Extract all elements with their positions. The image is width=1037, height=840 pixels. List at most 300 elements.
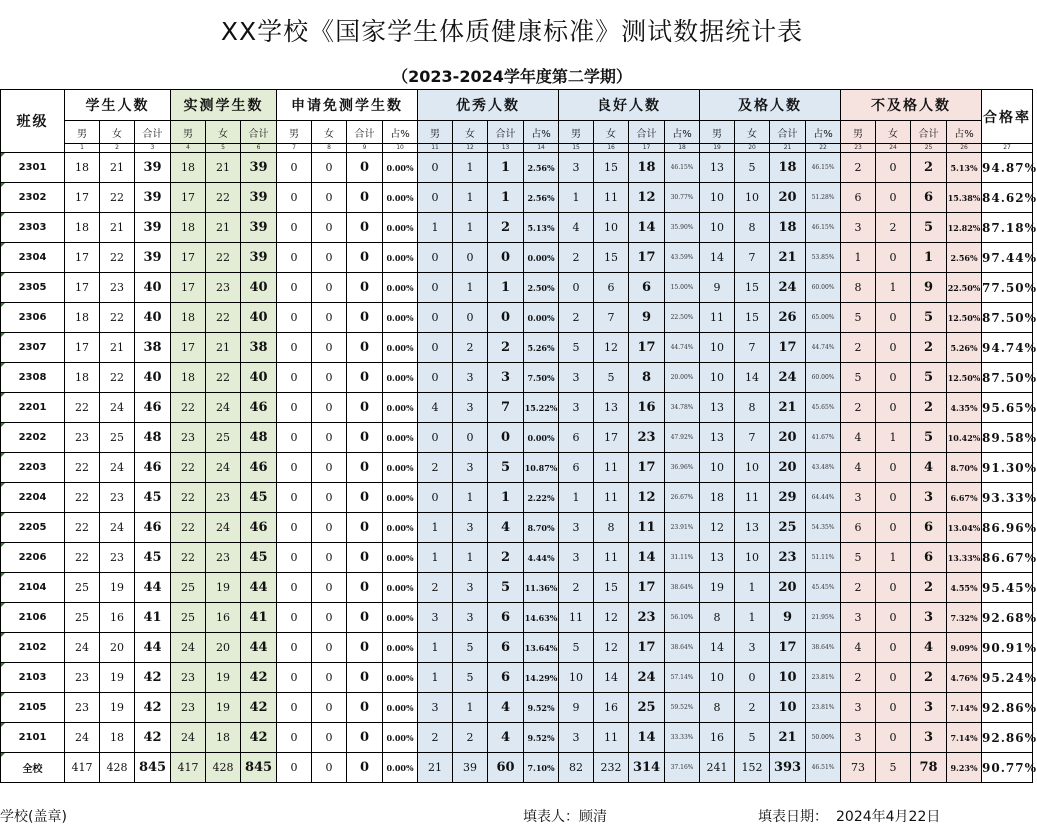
data-cell: 11 [594,543,629,573]
data-cell: 24 [770,363,806,393]
pass-rate-cell: 84.62% [982,183,1033,213]
data-cell: 7.32% [947,603,982,633]
class-cell: 2303 [1,213,65,243]
sub-header-total: 合计 [241,121,277,144]
data-cell: 0 [876,153,911,183]
data-cell: 0 [876,453,911,483]
data-cell: 22 [100,303,135,333]
data-cell: 0 [312,453,347,483]
data-cell: 22 [65,543,100,573]
column-number: 15 [559,144,594,153]
sub-header-pct: 占% [524,121,559,144]
data-cell: 1 [418,513,453,543]
data-cell: 36.96% [665,453,700,483]
data-cell: 15 [735,303,770,333]
table-row [1,213,1033,243]
data-cell: 1 [841,243,876,273]
data-cell: 18 [700,483,735,513]
data-cell: 5 [841,543,876,573]
data-cell: 1 [418,543,453,573]
data-cell: 6 [911,513,947,543]
cell-flag-icon [1,393,5,397]
data-cell: 22.50% [947,273,982,303]
data-cell: 2 [418,453,453,483]
data-cell: 0 [418,303,453,333]
data-cell: 4 [418,393,453,423]
data-cell: 0 [453,423,488,453]
data-cell: 0 [312,363,347,393]
data-cell: 45 [241,483,277,513]
data-cell: 46 [241,393,277,423]
data-cell: 23 [629,423,665,453]
data-cell: 0.00% [524,243,559,273]
data-cell: 11 [700,303,735,333]
data-cell: 7.50% [524,363,559,393]
data-cell: 0 [277,633,312,663]
data-cell: 40 [241,303,277,333]
data-cell: 7.14% [947,693,982,723]
data-cell: 17 [629,573,665,603]
table-row [1,573,1033,603]
data-cell: 8 [594,513,629,543]
data-cell: 12.82% [947,213,982,243]
data-cell: 2 [911,333,947,363]
data-cell: 13 [700,423,735,453]
column-number: 1 [65,144,100,153]
school-total-row [1,753,1033,783]
data-cell: 0.00% [383,183,418,213]
data-cell: 0 [277,333,312,363]
data-cell: 0 [418,273,453,303]
data-cell: 1 [418,633,453,663]
data-cell: 0.00% [383,603,418,633]
data-cell: 22 [206,183,241,213]
data-cell: 3 [418,693,453,723]
data-cell: 8 [700,603,735,633]
data-cell: 0 [312,273,347,303]
data-cell: 17 [171,183,206,213]
column-number: 19 [700,144,735,153]
data-cell: 0 [418,423,453,453]
data-cell: 4 [911,453,947,483]
data-cell: 0 [347,543,383,573]
data-cell: 46.15% [806,153,841,183]
data-cell: 3 [911,693,947,723]
data-cell: 21 [770,723,806,753]
column-number: 17 [629,144,665,153]
class-cell: 2201 [1,393,65,423]
data-cell: 4 [488,513,524,543]
data-cell: 17 [629,333,665,363]
data-cell: 5 [488,453,524,483]
data-cell: 8 [629,363,665,393]
header-row-numbers [1,144,1033,153]
data-cell: 23 [171,693,206,723]
data-cell: 9.52% [524,723,559,753]
data-cell: 22 [65,393,100,423]
data-cell: 18 [770,153,806,183]
data-cell: 0 [347,603,383,633]
data-cell: 3 [453,453,488,483]
data-cell: 20.00% [665,363,700,393]
data-cell: 0 [277,423,312,453]
data-cell: 22 [100,183,135,213]
cell-flag-icon [1,243,5,247]
data-cell: 12 [629,483,665,513]
data-cell: 1 [735,603,770,633]
data-cell: 6 [488,633,524,663]
data-cell: 19 [206,663,241,693]
data-cell: 9.23% [947,753,982,783]
class-cell: 2302 [1,183,65,213]
data-cell: 0.00% [383,363,418,393]
data-cell: 17 [629,453,665,483]
data-cell: 9 [700,273,735,303]
data-cell: 23 [100,483,135,513]
data-cell: 3 [453,513,488,543]
data-cell: 1 [876,423,911,453]
sub-header-total: 合计 [629,121,665,144]
group-header: 优秀人数 [418,90,559,121]
data-cell: 7 [488,393,524,423]
data-cell: 23 [206,543,241,573]
data-cell: 0 [277,273,312,303]
group-header: 良好人数 [559,90,700,121]
sub-header-pct: 占% [947,121,982,144]
page-subtitle: （2023-2024学年度第二学期） [392,67,632,86]
data-cell: 10 [770,663,806,693]
cell-flag-icon [1,153,5,157]
data-cell: 16 [206,603,241,633]
column-number: 18 [665,144,700,153]
data-cell: 1 [911,243,947,273]
data-cell: 0.00% [383,573,418,603]
data-cell: 19 [100,663,135,693]
data-cell: 22 [206,243,241,273]
data-cell: 8 [841,273,876,303]
table-row [1,303,1033,333]
data-cell: 314 [629,753,665,783]
data-cell: 24 [206,393,241,423]
data-cell: 5 [911,363,947,393]
data-cell: 845 [135,753,171,783]
sub-header-pct: 占% [383,121,418,144]
data-cell: 46.51% [806,753,841,783]
data-cell: 22.50% [665,303,700,333]
group-header: 及格人数 [700,90,841,121]
data-cell: 3 [841,603,876,633]
data-cell: 0 [312,513,347,543]
table-row [1,393,1033,423]
data-cell: 4.35% [947,393,982,423]
data-cell: 43.48% [806,453,841,483]
data-cell: 11 [629,513,665,543]
data-cell: 23 [770,543,806,573]
data-cell: 23.81% [806,693,841,723]
data-cell: 0 [876,513,911,543]
data-cell: 15.38% [947,183,982,213]
data-cell: 5 [911,213,947,243]
data-cell: 0.00% [383,423,418,453]
data-cell: 45 [135,543,171,573]
data-cell: 0 [488,423,524,453]
data-cell: 39 [135,183,171,213]
column-number: 6 [241,144,277,153]
data-cell: 417 [171,753,206,783]
data-cell: 1 [418,213,453,243]
date-label-text: 填表日期： [758,809,828,825]
data-cell: 0 [277,363,312,393]
data-cell: 8 [735,213,770,243]
data-cell: 11 [594,483,629,513]
data-cell: 2.56% [524,183,559,213]
data-cell: 47.92% [665,423,700,453]
data-cell: 26 [770,303,806,333]
data-cell: 19 [206,693,241,723]
data-cell: 0 [277,753,312,783]
data-cell: 40 [241,363,277,393]
data-cell: 17 [770,333,806,363]
class-cell: 2307 [1,333,65,363]
data-cell: 0 [312,603,347,633]
pass-rate-cell: 87.50% [982,363,1033,393]
statistics-table [0,89,1037,783]
data-cell: 6 [559,453,594,483]
data-cell: 0.00% [524,303,559,333]
data-cell: 1 [453,153,488,183]
data-cell: 0 [312,393,347,423]
data-cell: 17 [171,243,206,273]
data-cell: 0.00% [383,273,418,303]
data-cell: 1 [418,663,453,693]
data-cell: 24 [100,453,135,483]
data-cell: 45.65% [806,393,841,423]
table-row [1,543,1033,573]
data-cell: 17 [629,633,665,663]
data-cell: 0 [347,303,383,333]
data-cell: 9 [911,273,947,303]
cell-flag-icon [1,483,5,487]
pass-rate-cell: 97.44% [982,243,1033,273]
data-cell: 2 [841,573,876,603]
data-cell: 3 [488,363,524,393]
data-cell: 21 [100,333,135,363]
data-cell: 3 [735,633,770,663]
data-cell: 23 [206,273,241,303]
table-row [1,633,1033,663]
data-cell: 2 [735,693,770,723]
pass-rate-cell: 92.86% [982,723,1033,753]
data-cell: 43.59% [665,243,700,273]
data-cell: 42 [241,663,277,693]
data-cell: 14 [629,543,665,573]
data-cell: 2 [559,303,594,333]
data-cell: 0 [418,153,453,183]
data-cell: 0 [876,183,911,213]
data-cell: 22 [171,543,206,573]
class-cell: 2105 [1,693,65,723]
data-cell: 0 [277,153,312,183]
data-cell: 5 [594,363,629,393]
data-cell: 1 [453,543,488,573]
data-cell: 241 [700,753,735,783]
data-cell: 26.67% [665,483,700,513]
data-cell: 5 [559,333,594,363]
data-cell: 0 [347,633,383,663]
data-cell: 4.44% [524,543,559,573]
data-cell: 0 [876,363,911,393]
data-cell: 9.52% [524,693,559,723]
data-cell: 12.50% [947,303,982,333]
data-cell: 15 [594,153,629,183]
data-cell: 0.00% [524,423,559,453]
data-cell: 3 [453,363,488,393]
data-cell: 15.00% [665,273,700,303]
data-cell: 11 [559,603,594,633]
data-cell: 0 [312,633,347,663]
date-value: 2024年4月22日 [836,809,941,825]
sub-header-total: 合计 [347,121,383,144]
data-cell: 44.74% [806,333,841,363]
data-cell: 24 [171,723,206,753]
data-cell: 17 [770,633,806,663]
data-cell: 5 [735,723,770,753]
filler-name: 顾清 [579,809,607,825]
data-cell: 38.64% [806,633,841,663]
data-cell: 1 [876,543,911,573]
data-cell: 6 [488,603,524,633]
column-number: 11 [418,144,453,153]
data-cell: 60.00% [806,273,841,303]
data-cell: 2 [876,213,911,243]
data-cell: 10 [735,543,770,573]
pass-rate-cell: 93.33% [982,483,1033,513]
data-cell: 0 [347,243,383,273]
pass-rate-cell: 95.65% [982,393,1033,423]
data-cell: 0 [347,183,383,213]
data-cell: 1 [453,273,488,303]
class-cell: 2205 [1,513,65,543]
data-cell: 3 [841,213,876,243]
class-cell: 2102 [1,633,65,663]
pass-rate-cell: 95.45% [982,573,1033,603]
column-number: 5 [206,144,241,153]
data-cell: 0 [347,513,383,543]
sub-header-male: 男 [559,121,594,144]
data-cell: 5 [841,363,876,393]
header-row-groups [1,90,1033,121]
data-cell: 0 [312,573,347,603]
data-cell: 3 [911,723,947,753]
data-cell: 0 [277,183,312,213]
data-cell: 25 [171,573,206,603]
data-cell: 65.00% [806,303,841,333]
data-cell: 48 [135,423,171,453]
cell-flag-icon [1,723,5,727]
data-cell: 12 [594,603,629,633]
pass-rate-cell: 86.67% [982,543,1033,573]
data-cell: 15 [735,273,770,303]
cell-flag-icon [1,693,5,697]
data-cell: 40 [135,363,171,393]
class-cell: 2308 [1,363,65,393]
data-cell: 0 [277,663,312,693]
data-cell: 18 [171,363,206,393]
data-cell: 0.00% [383,663,418,693]
data-cell: 17 [65,333,100,363]
class-cell: 2103 [1,663,65,693]
data-cell: 56.10% [665,603,700,633]
data-cell: 13 [700,153,735,183]
data-cell: 21 [100,213,135,243]
data-cell: 18 [65,213,100,243]
data-cell: 0 [312,753,347,783]
column-number: 27 [982,144,1033,153]
data-cell: 1 [488,153,524,183]
data-cell: 6 [841,513,876,543]
data-cell: 46.15% [806,213,841,243]
data-cell: 2.22% [524,483,559,513]
class-cell: 2106 [1,603,65,633]
data-cell: 46.15% [665,153,700,183]
data-cell: 10 [700,663,735,693]
data-cell: 0 [876,633,911,663]
data-cell: 18 [65,303,100,333]
data-cell: 1 [559,483,594,513]
data-cell: 9 [629,303,665,333]
class-cell: 2304 [1,243,65,273]
data-cell: 23 [65,423,100,453]
column-number: 2 [100,144,135,153]
table-row [1,183,1033,213]
data-cell: 5 [841,303,876,333]
data-cell: 0 [347,363,383,393]
data-cell: 3 [418,603,453,633]
data-cell: 6 [911,543,947,573]
data-cell: 0 [347,213,383,243]
data-cell: 14 [594,663,629,693]
data-cell: 0 [312,663,347,693]
data-cell: 0 [347,453,383,483]
data-cell: 21 [770,393,806,423]
group-header: 实测学生数 [171,90,277,121]
class-cell: 2202 [1,423,65,453]
data-cell: 4.76% [947,663,982,693]
column-number: 13 [488,144,524,153]
data-cell: 3 [841,693,876,723]
data-cell: 2 [841,333,876,363]
cell-flag-icon [1,543,5,547]
sub-header-female: 女 [594,121,629,144]
data-cell: 11 [594,723,629,753]
data-cell: 20 [770,453,806,483]
sub-header-female: 女 [312,121,347,144]
data-cell: 53.85% [806,243,841,273]
data-cell: 5 [453,663,488,693]
cell-flag-icon [1,573,5,577]
pass-rate-cell: 92.86% [982,693,1033,723]
data-cell: 78 [911,753,947,783]
data-cell: 18 [65,153,100,183]
data-cell: 0 [347,423,383,453]
data-cell: 2 [453,333,488,363]
data-cell: 6 [911,183,947,213]
data-cell: 10 [594,213,629,243]
data-cell: 0 [453,243,488,273]
data-cell: 10 [700,453,735,483]
data-cell: 14.63% [524,603,559,633]
data-cell: 0 [277,243,312,273]
